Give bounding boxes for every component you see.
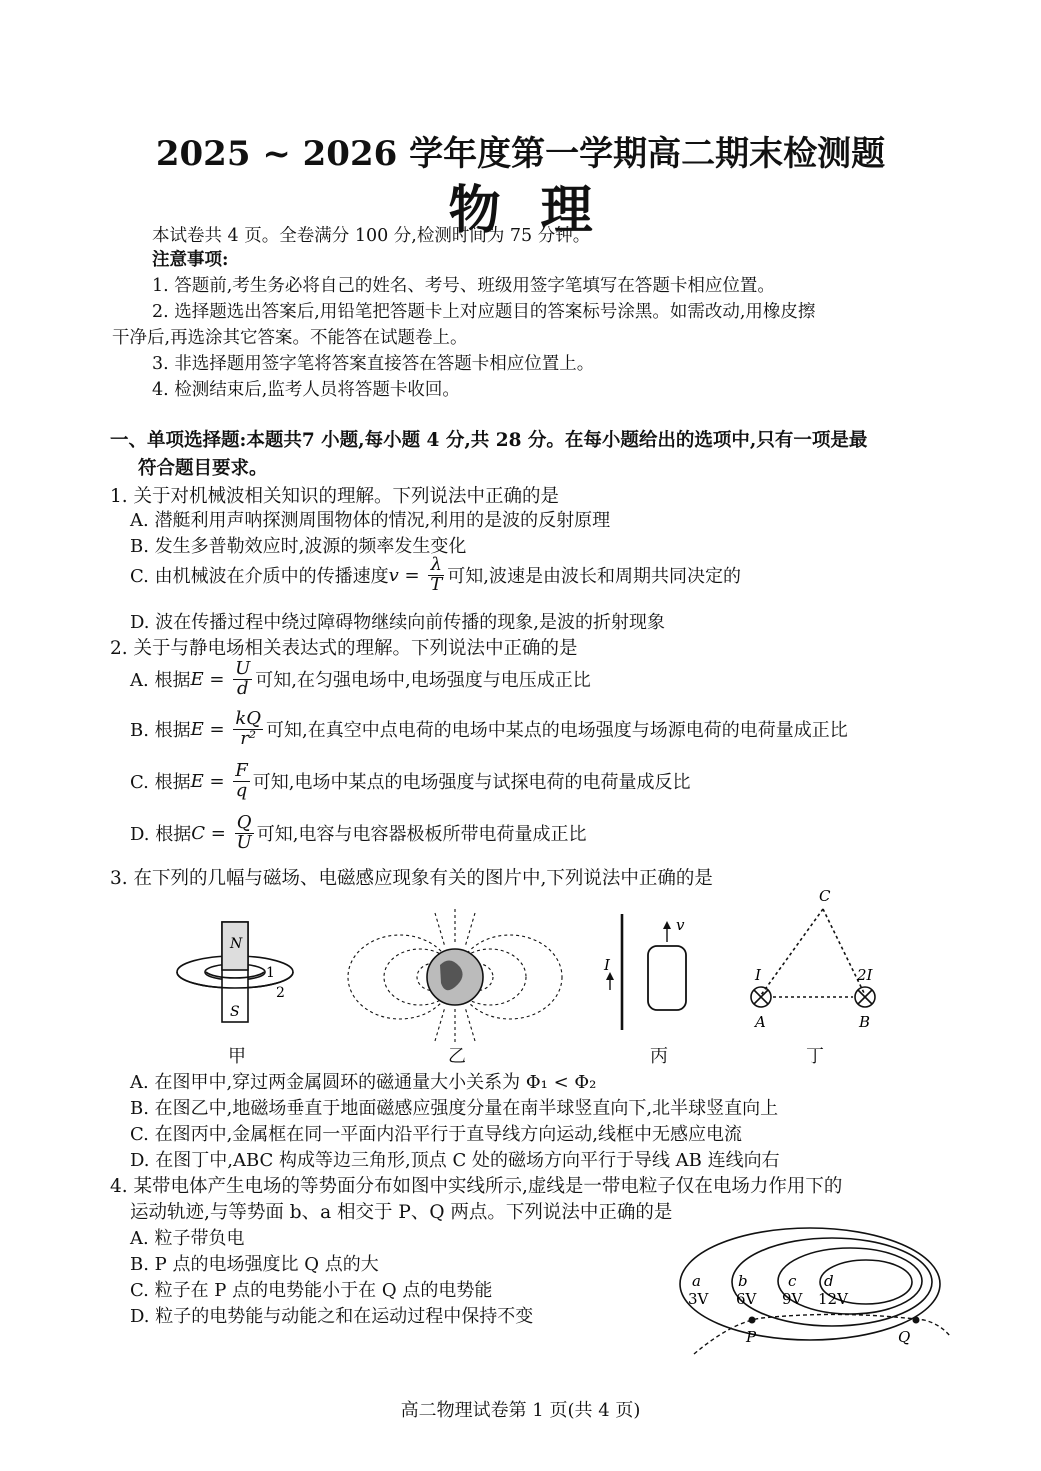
figure-jia: [170, 920, 300, 1030]
q2-d-var: C: [191, 822, 206, 844]
q2-d-prefix: D. 根据: [130, 824, 192, 846]
q3-option-b: B. 在图乙中,地磁场垂直于地面磁感应强度分量在南半球竖直向下,北半球竖直向上: [130, 1098, 779, 1119]
q1-option-c: [130, 556, 741, 595]
ring-1-label: 1: [266, 965, 275, 981]
wire-a-current-label: I: [755, 966, 761, 984]
q2-b-fraction: [233, 710, 263, 749]
q1-option-c-prefix: C. 由机械波在介质中的传播速度: [130, 566, 389, 588]
q2-a-num: U: [235, 658, 251, 679]
velocity-arrowhead: [663, 921, 671, 929]
ring-2-label: 2: [276, 985, 285, 1001]
figure-bing-label: 丙: [650, 1046, 668, 1067]
q2-d-fraction: [235, 814, 254, 853]
q1-option-c-fraction: [428, 556, 444, 595]
q2-option-a: [130, 660, 591, 699]
q2-b-prefix: B. 根据: [130, 720, 191, 742]
q2-stem: 2. 关于与静电场相关表达式的理解。下列说法中正确的是: [110, 638, 578, 659]
q2-b-num: kQ: [235, 708, 262, 729]
figure-yi: [345, 905, 565, 1045]
figure-ding: [745, 885, 895, 1035]
q2-a-suffix: 可知,在匀强电场中,电场强度与电压成正比: [255, 670, 591, 692]
q2-option-d: [130, 814, 586, 853]
wire-b-current-label: 2I: [857, 966, 873, 984]
notice-item-1: 1. 答题前,考生务必将自己的姓名、考号、班级用签字笔填写在答题卡相应位置。: [152, 276, 775, 296]
figure-ding-label: 丁: [806, 1046, 824, 1067]
figure-jia-label: 甲: [228, 1046, 246, 1067]
point-p: [749, 1317, 756, 1324]
figure-bing: [600, 910, 690, 1035]
q2-d-num: Q: [235, 814, 254, 834]
q2-option-b: [130, 710, 848, 749]
wire-a-label: A: [755, 1013, 766, 1031]
q1-option-d: D. 波在传播过程中绕过障碍物继续向前传播的现象,是波的折射现象: [130, 612, 665, 633]
wire-b-into-page: [855, 987, 875, 1007]
q2-d-suffix: 可知,电容与电容器极板所带电荷量成正比: [256, 824, 587, 846]
q2-option-c: [130, 762, 690, 801]
q1-stem: 1. 关于对机械波相关知识的理解。下列说法中正确的是: [110, 486, 560, 507]
q1-frac-num: λ: [428, 556, 444, 576]
surface-b-voltage: 6V: [736, 1290, 757, 1308]
q2-b-eq: =: [203, 718, 231, 740]
q1-frac-den: T: [430, 573, 443, 595]
notice-item-4: 4. 检测结束后,监考人员将答题卡收回。: [152, 380, 460, 400]
q3-option-c: C. 在图丙中,金属框在同一平面内沿平行于直导线方向运动,线框中无感应电流: [130, 1124, 743, 1145]
q2-b-suffix: 可知,在真空中点电荷的电场中某点的电场强度与场源电荷的电荷量成正比: [266, 720, 848, 742]
page-footer: 高二物理试卷第 1 页(共 4 页): [400, 1400, 641, 1421]
q4-option-b: B. P 点的电场强度比 Q 点的大: [130, 1254, 379, 1275]
section-1-heading: 一、单项选择题:本题共7 小题,每小题 4 分,共 28 分。在每小题给出的选项中,只有一项是最: [110, 430, 868, 451]
q3-option-d: D. 在图丁中,ABC 构成等边三角形,顶点 C 处的磁场方向平行于导线 AB 连线向右: [130, 1150, 780, 1171]
point-q-label: Q: [898, 1328, 911, 1346]
q3-stem: 3. 在下列的几幅与磁场、电磁感应现象有关的图片中,下列说法中正确的是: [110, 868, 713, 889]
exam-title: 2025 ~ 2026 学年度第一学期高二期末检测题: [155, 134, 886, 174]
wire-b-label: B: [859, 1013, 871, 1031]
triangle-edges: [761, 909, 865, 997]
figure-equipotential: [672, 1224, 952, 1359]
q2-d-den: U: [236, 831, 252, 853]
equipotential-a: [680, 1228, 940, 1340]
notice-item-3: 3. 非选择题用签字笔将答案直接答在答题卡相应位置上。: [152, 354, 595, 374]
q1-option-c-suffix: 可知,波速是由波长和周期共同决定的: [447, 566, 742, 588]
q2-a-den: d: [236, 677, 249, 699]
metal-frame: [648, 946, 686, 1010]
q4-option-d: D. 粒子的电势能与动能之和在运动过程中保持不变: [130, 1306, 534, 1327]
q2-c-num: F: [235, 760, 248, 781]
figure-yi-label: 乙: [448, 1046, 466, 1067]
q2-c-den: q: [235, 779, 248, 801]
q2-c-eq: =: [203, 770, 231, 792]
q4-option-c: C. 粒子在 P 点的电势能小于在 Q 点的电势能: [130, 1280, 493, 1301]
surface-d-label: d: [824, 1272, 834, 1290]
notice-item-2: 2. 选择题选出答案后,用铅笔把答题卡上对应题目的答案标号涂黑。如需改动,用橡皮擦: [152, 302, 816, 322]
wire-a-into-page: [751, 987, 771, 1007]
magnet-s-label: S: [230, 1004, 240, 1020]
q2-c-var: E: [190, 770, 204, 792]
surface-c-voltage: 9V: [782, 1290, 803, 1308]
surface-b-label: b: [738, 1272, 748, 1290]
magnet-n-label: N: [230, 936, 243, 952]
q3-option-a: A. 在图甲中,穿过两金属圆环的磁通量大小关系为 Φ₁ < Φ₂: [130, 1072, 597, 1093]
q2-a-fraction: [233, 660, 252, 699]
q2-c-suffix: 可知,电场中某点的电场强度与试探电荷的电荷量成反比: [252, 772, 691, 794]
section-1-heading-cont: 符合题目要求。: [138, 458, 268, 479]
notice-heading: 注意事项:: [152, 250, 229, 270]
surface-a-label: a: [692, 1272, 701, 1290]
q2-b-den: r²: [240, 727, 257, 749]
q4-stem-line2: 运动轨迹,与等势面 b、a 相交于 P、Q 两点。下列说法中正确的是: [130, 1202, 673, 1223]
q2-c-fraction: [233, 762, 250, 801]
subject-title: 物理: [448, 180, 633, 241]
vertex-c-label: C: [819, 887, 831, 905]
surface-c-label: c: [788, 1272, 797, 1290]
surface-d-voltage: 12V: [818, 1290, 848, 1308]
particle-trajectory: [694, 1314, 950, 1354]
q1-option-b: B. 发生多普勒效应时,波源的频率发生变化: [130, 536, 467, 557]
q4-option-a: A. 粒子带负电: [130, 1228, 245, 1249]
q2-a-var: E: [190, 668, 204, 690]
notice-item-2-cont: 干净后,再选涂其它答案。不能答在试题卷上。: [112, 328, 468, 348]
q2-b-var: E: [190, 718, 204, 740]
q4-stem-line1: 4. 某带电体产生电场的等势面分布如图中实线所示,虚线是一带电粒子仅在电场力作用下的: [110, 1176, 843, 1197]
point-q: [913, 1317, 920, 1324]
q1-option-c-eq: =: [398, 564, 426, 586]
current-label: I: [604, 956, 610, 974]
q2-c-prefix: C. 根据: [130, 772, 191, 794]
q1-option-c-var: v: [388, 564, 399, 586]
velocity-label: v: [676, 916, 685, 934]
q2-d-eq: =: [205, 822, 232, 844]
q1-option-a: A. 潜艇利用声呐探测周围物体的情况,利用的是波的反射原理: [130, 510, 611, 531]
point-p-label: P: [746, 1328, 757, 1346]
q2-a-eq: =: [203, 668, 231, 690]
q2-a-prefix: A. 根据: [130, 670, 191, 692]
surface-a-voltage: 3V: [688, 1290, 709, 1308]
intro-line: 本试卷共 4 页。全卷满分 100 分,检测时间为 75 分钟。: [152, 226, 591, 246]
